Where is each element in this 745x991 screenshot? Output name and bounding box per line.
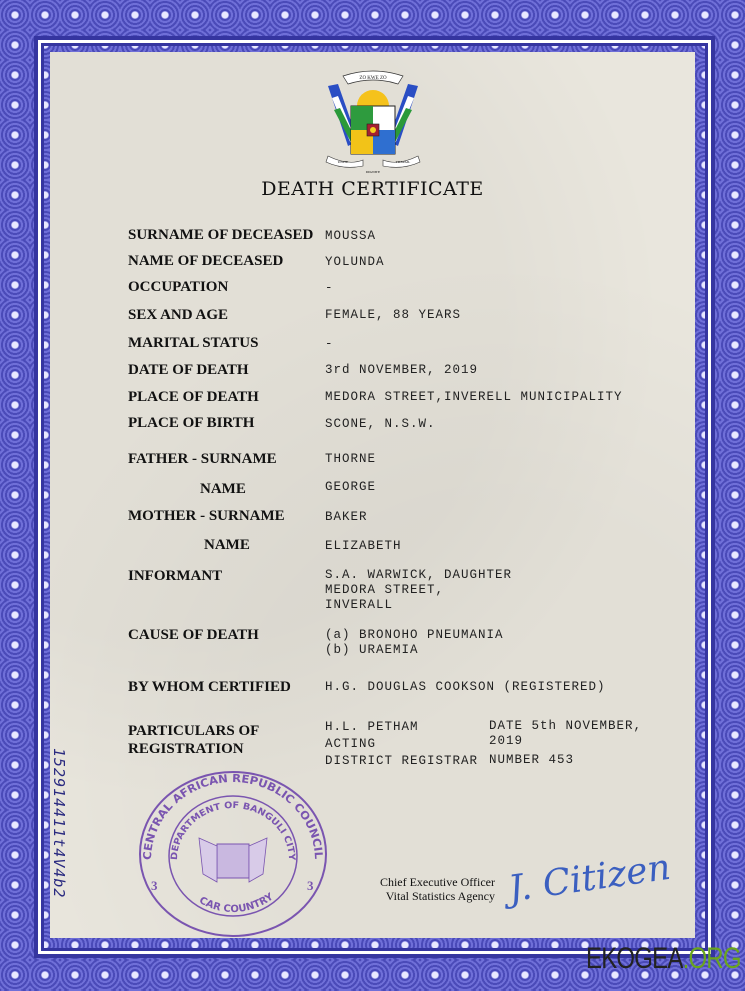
field-value: - — [325, 337, 334, 351]
field-label: MARITAL STATUS — [128, 335, 259, 351]
field-value: THORNE — [325, 452, 377, 466]
registration-date: DATE 5th NOVEMBER, 2019 — [489, 719, 643, 748]
coat-of-arms-emblem — [318, 66, 428, 176]
stamp-number-right: 3 — [307, 878, 314, 893]
stamp-bottom-text: CAR COUNTRY — [197, 891, 276, 916]
officer-line-1: Chief Executive Officer — [379, 875, 495, 889]
field-label: SURNAME OF DECEASED — [128, 227, 314, 243]
field-value: - — [325, 281, 334, 295]
field-label: INFORMANT — [128, 568, 223, 584]
stamp-outer-text: CENTRAL AFRICAN REPUBLIC COUNCIL — [140, 771, 326, 861]
field-value: MOUSSA — [325, 229, 377, 243]
field-label: DATE OF DEATH — [128, 362, 249, 378]
registration-number: NUMBER 453 — [489, 753, 575, 767]
field-label: PLACE OF BIRTH — [128, 415, 255, 431]
stamp-number-left: 3 — [151, 878, 158, 893]
field-label: MOTHER - SURNAME — [128, 508, 285, 524]
field-value: SCONE, N.S.W. — [325, 417, 436, 431]
field-value: MEDORA STREET,INVERELL MUNICIPALITY — [325, 390, 623, 404]
field-label: NAME OF DECEASED — [128, 253, 284, 269]
motto-left: UNITE — [337, 160, 349, 164]
field-value: (a) BRONOHO PNEUMANIA (b) URAEMIA — [325, 628, 504, 657]
registration-label: PARTICULARS OF REGISTRATION — [128, 723, 260, 757]
field-value: ELIZABETH — [325, 539, 402, 553]
field-label: FATHER - SURNAME — [128, 451, 277, 467]
field-label: PLACE OF DEATH — [128, 389, 259, 405]
field-value: FEMALE, 88 YEARS — [325, 308, 462, 322]
field-value: GEORGE — [325, 480, 377, 494]
field-label: NAME — [204, 537, 250, 553]
document-title: DEATH CERTIFICATE — [261, 178, 484, 200]
field-label: OCCUPATION — [128, 279, 229, 295]
field-label: NAME — [200, 481, 246, 497]
field-value: YOLUNDA — [325, 255, 385, 269]
watermark-part-1: EKOGEA — [586, 942, 683, 975]
motto-center: DIGNITE — [365, 170, 381, 174]
motto-top: ZO KWE ZO — [359, 76, 387, 81]
registrar-value: H.L. PETHAM ACTING DISTRICT REGISTRAR — [325, 720, 479, 768]
officer-title — [380, 875, 495, 903]
watermark — [586, 942, 741, 976]
watermark-part-2: .ORG — [682, 942, 741, 975]
field-label: CAUSE OF DEATH — [128, 627, 259, 643]
official-stamp — [137, 768, 329, 938]
field-value: BAKER — [325, 510, 368, 524]
motto-right: TRAVAIL — [395, 160, 411, 164]
field-value: H.G. DOUGLAS COOKSON (REGISTERED) — [325, 680, 606, 694]
officer-line-2: Vital Statistics Agency — [385, 889, 495, 903]
field-label: BY WHOM CERTIFIED — [128, 679, 291, 695]
field-value: S.A. WARWICK, DAUGHTER MEDORA STREET, INVERALL — [325, 568, 513, 612]
field-label: SEX AND AGE — [128, 307, 229, 323]
stamp-inner-text: DEPARTMENT OF BANGULI CITY — [169, 800, 297, 861]
field-value: 3rd NOVEMBER, 2019 — [325, 363, 479, 377]
signature: J. Citizen — [505, 846, 674, 911]
handwritten-serial: 152914411t4V4b2 — [50, 748, 68, 899]
